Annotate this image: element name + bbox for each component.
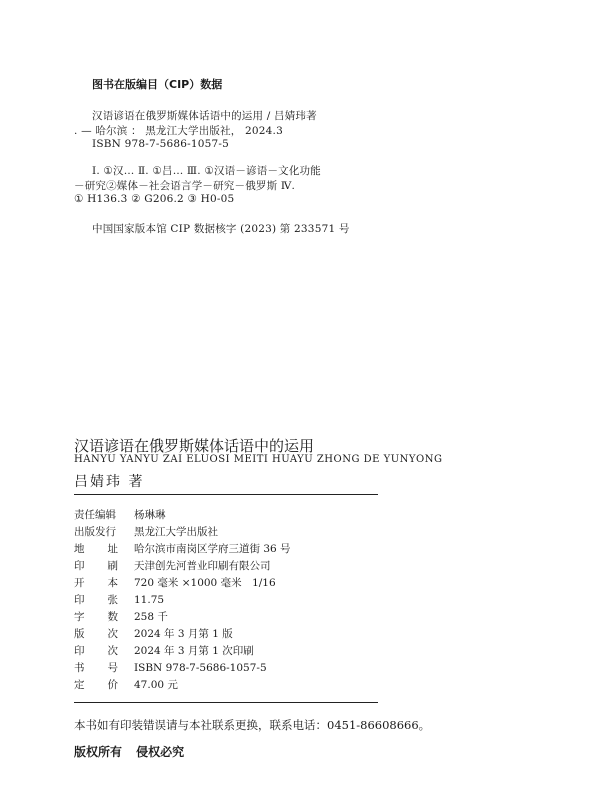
detail-value: 2024 年 3 月第 1 版 — [134, 628, 233, 640]
detail-value: 258 千 — [134, 611, 168, 623]
replacement-notice: 本书如有印装错误请与本社联系更换，联系电话：0451-86608666。 — [74, 718, 431, 732]
book-author: 吕婧玮 著 — [74, 474, 145, 490]
detail-row-editor — [74, 507, 166, 524]
cip-subject-line: Ⅰ. ①汉… Ⅱ. ①吕… Ⅲ. ①汉语－谚语－文化功能 — [92, 165, 321, 177]
book-title-chinese: 汉语谚语在俄罗斯媒体话语中的运用 — [74, 437, 315, 455]
detail-row-printing — [74, 643, 254, 660]
detail-value: 11.75 — [134, 594, 165, 606]
detail-value: ISBN 978-7-5686-1057-5 — [134, 662, 267, 674]
cip-publisher-line: . — 哈尔滨 ： 黑龙江大学出版社， 2024.3 — [74, 125, 283, 137]
detail-value: 哈尔滨市南岗区学府三道街 36 号 — [134, 543, 291, 555]
detail-value: 杨琳琳 — [134, 509, 166, 521]
cip-subject-line-2: －研究②媒体－社会语言学－研究－俄罗斯 Ⅳ. — [74, 180, 296, 192]
cip-heading: 图书在版编目（CIP）数据 — [92, 78, 223, 91]
detail-label: 印刷 — [74, 560, 118, 572]
detail-value: 720 毫米 ×1000 毫米 1/16 — [134, 577, 276, 589]
copyright-notice: 版权所有 侵权必究 — [74, 745, 185, 759]
detail-value: 47.00 元 — [134, 679, 178, 691]
detail-row-printer — [74, 558, 271, 575]
bottom-divider — [74, 702, 378, 703]
detail-row-publisher — [74, 524, 218, 541]
detail-row-edition — [74, 626, 233, 643]
detail-row-format — [74, 575, 276, 592]
detail-label: 地址 — [74, 543, 118, 555]
detail-row-word-count — [74, 609, 168, 626]
detail-label: 字数 — [74, 611, 118, 623]
detail-label: 出版发行 — [74, 526, 116, 538]
detail-label: 书号 — [74, 662, 118, 674]
detail-row-price — [74, 677, 178, 694]
detail-row-isbn — [74, 660, 267, 677]
detail-row-sheets — [74, 592, 164, 609]
detail-label: 责任编辑 — [74, 509, 116, 521]
detail-label: 版次 — [74, 628, 118, 640]
cip-record-number: 中国国家版本馆 CIP 数据核字 (2023) 第 233571 号 — [92, 223, 350, 235]
cip-title-line: 汉语谚语在俄罗斯媒体话语中的运用 / 吕婧玮著 — [92, 110, 317, 122]
detail-label: 印次 — [74, 645, 118, 657]
detail-value: 黑龙江大学出版社 — [134, 526, 218, 538]
cip-classification-line: ① H136.3 ② G206.2 ③ H0-05 — [74, 193, 235, 205]
detail-row-address — [74, 541, 291, 558]
detail-label: 印张 — [74, 594, 118, 606]
detail-label: 开本 — [74, 577, 118, 589]
detail-label: 定价 — [74, 679, 118, 691]
top-divider — [74, 494, 378, 495]
detail-value: 天津创先河普业印刷有限公司 — [134, 560, 271, 572]
detail-value: 2024 年 3 月第 1 次印刷 — [134, 645, 254, 657]
cip-isbn-line: ISBN 978-7-5686-1057-5 — [92, 138, 230, 150]
book-title-pinyin: HANYU YANYU ZAI ELUOSI MEITI HUAYU ZHONG DE YUNYONG — [74, 454, 443, 465]
